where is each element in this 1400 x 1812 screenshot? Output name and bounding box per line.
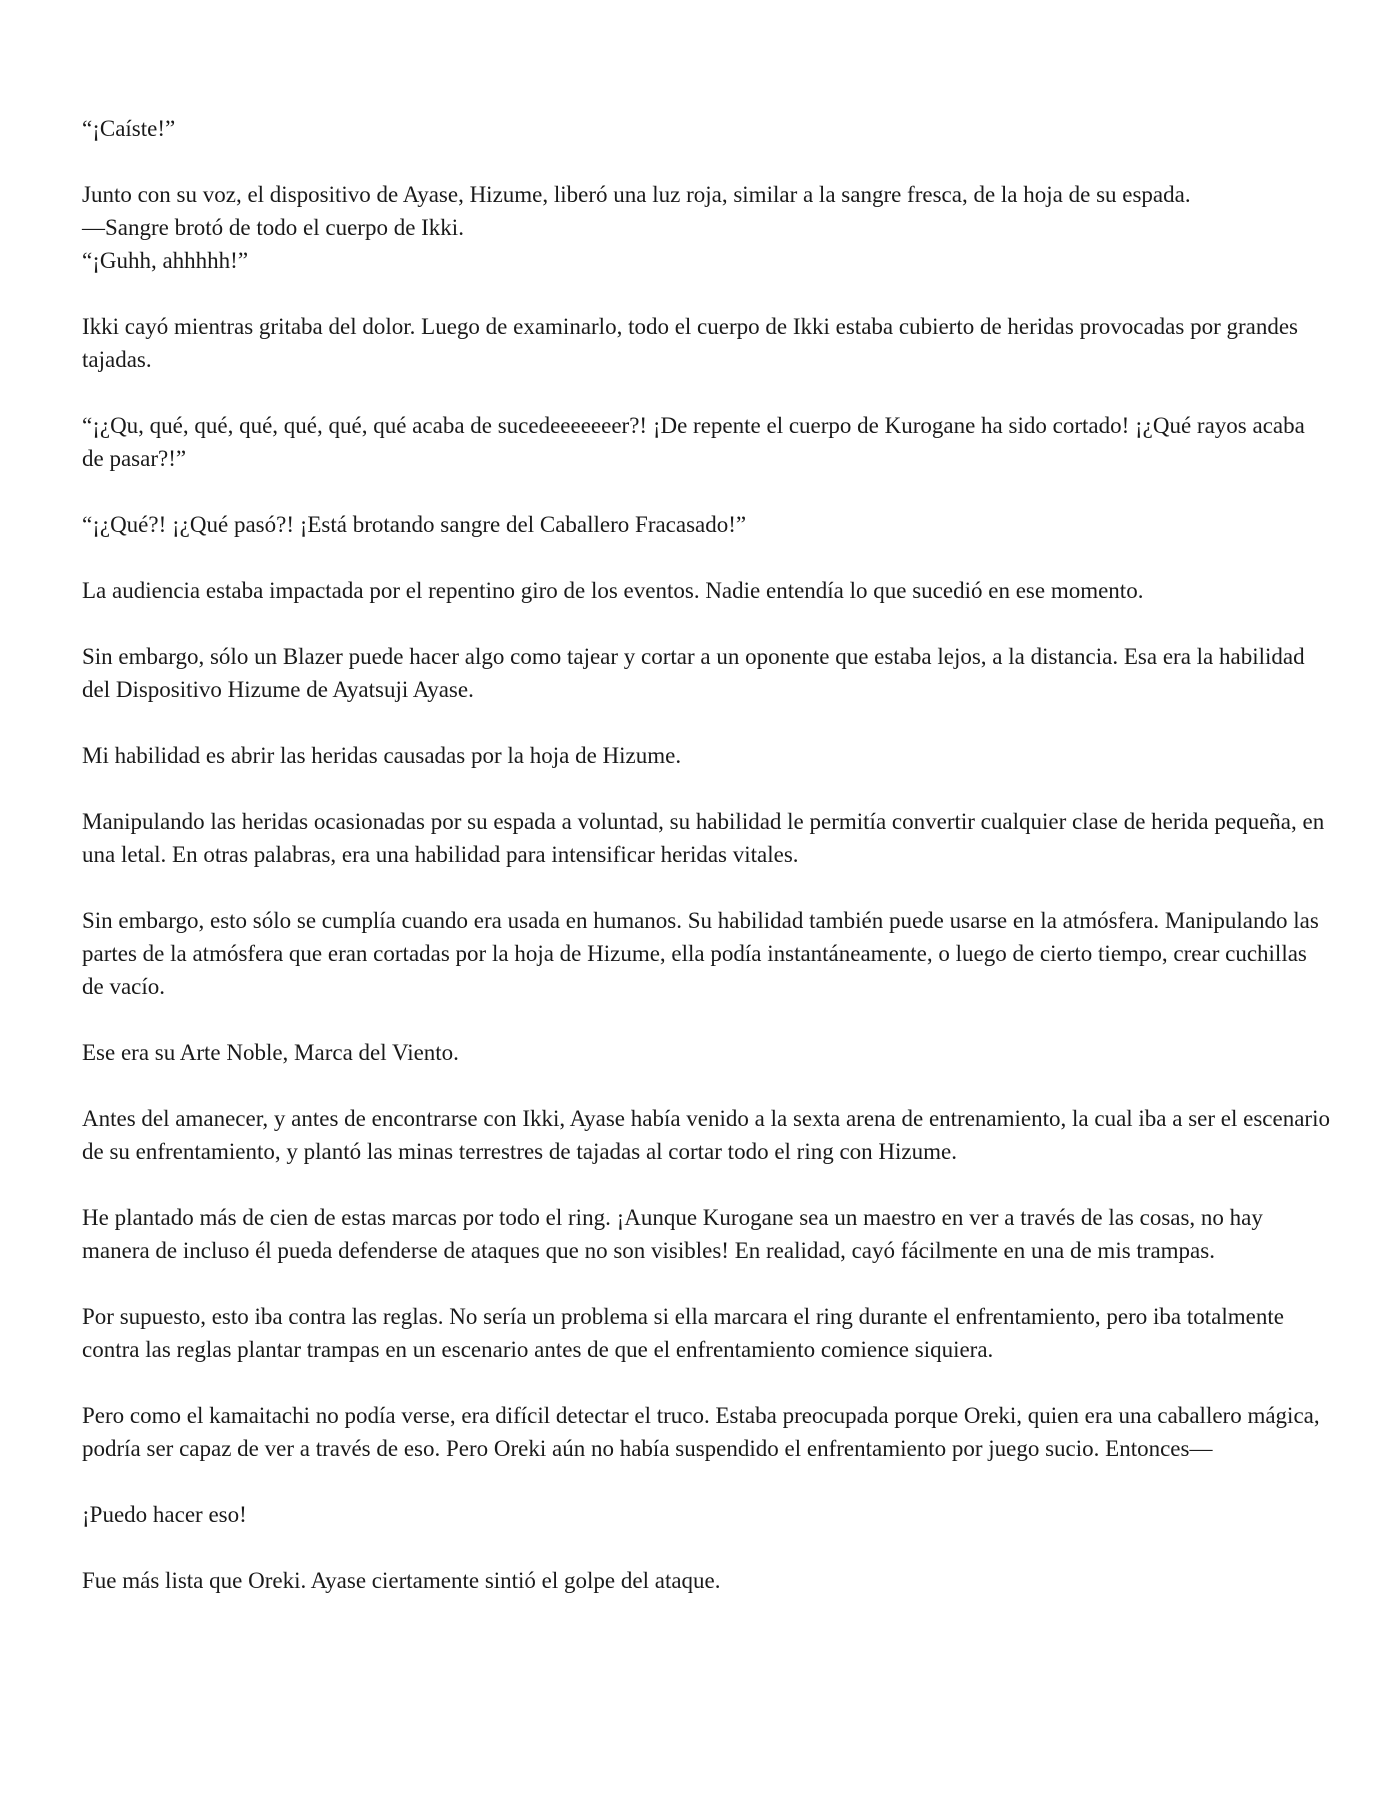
paragraph: Sin embargo, esto sólo se cumplía cuando era usada en humanos. Su habilidad también puede usarse en la atmósfera. Manipulando las partes de la atmósfera que eran cortadas por la hoja de Hizume, ella podía instantáneamente, o luego de cierto tiempo, crear cuchillas de vacío.: [82, 908, 1319, 999]
paragraph: Por supuesto, esto iba contra las reglas. No sería un problema si ella marcara el ring durante el enfrentamiento, pero iba totalmente contra las reglas plantar trampas en un escenario antes de que el enfrentamiento comience siquiera.: [82, 1304, 1284, 1362]
paragraph: Sin embargo, sólo un Blazer puede hacer algo como tajear y cortar a un oponente que estaba lejos, a la distancia. Esa era la habilidad del Dispositivo Hizume de Ayatsuji Ayase.: [82, 644, 1305, 702]
paragraph: ¡Puedo hacer eso!: [82, 1502, 247, 1527]
paragraph: “¡¿Qué?! ¡¿Qué pasó?! ¡Está brotando sangre del Caballero Fracasado!”: [82, 512, 747, 537]
paragraph: Mi habilidad es abrir las heridas causadas por la hoja de Hizume.: [82, 743, 682, 768]
document-page: [82, 112, 1332, 1630]
paragraph: Antes del amanecer, y antes de encontrarse con Ikki, Ayase había venido a la sexta arena de entrenamiento, la cual iba a ser el escenario de su enfrentamiento, y plantó las minas terrestres de tajadas al cortar todo el ring con Hizume.: [82, 1106, 1330, 1164]
paragraph: La audiencia estaba impactada por el repentino giro de los eventos. Nadie entendía lo que sucedió en ese momento.: [82, 578, 1144, 603]
paragraph: “¡Caíste!”: [82, 116, 176, 141]
paragraph: Manipulando las heridas ocasionadas por su espada a voluntad, su habilidad le permitía convertir cualquier clase de herida pequeña, en una letal. En otras palabras, era una habilidad para intensificar heridas vitales.: [82, 809, 1325, 867]
paragraph: He plantado más de cien de estas marcas por todo el ring. ¡Aunque Kurogane sea un maestro en ver a través de las cosas, no hay manera de incluso él pueda defenderse de ataques que no son visibles! En realidad, cayó fácilmente en una de mis trampas.: [82, 1205, 1263, 1263]
paragraph: Junto con su voz, el dispositivo de Ayase, Hizume, liberó una luz roja, similar a la sangre fresca, de la hoja de su espada.: [82, 182, 1191, 207]
paragraph: Pero como el kamaitachi no podía verse, era difícil detectar el truco. Estaba preocupada porque Oreki, quien era una caballero mágica, podría ser capaz de ver a través de eso. Pero Oreki aún no había suspendido el enfrentamiento por juego sucio. Entonces—: [82, 1403, 1320, 1461]
paragraph: Ese era su Arte Noble, Marca del Viento.: [82, 1040, 459, 1065]
paragraph: —Sangre brotó de todo el cuerpo de Ikki.: [82, 215, 464, 240]
paragraph: “¡Guhh, ahhhhh!”: [82, 248, 249, 273]
paragraph: “¡¿Qu, qué, qué, qué, qué, qué, qué acaba de sucedeeeeeeer?! ¡De repente el cuerpo de Kurogane ha sido cortado! ¡¿Qué rayos acaba de pasar?!”: [82, 413, 1305, 471]
paragraph: Ikki cayó mientras gritaba del dolor. Luego de examinarlo, todo el cuerpo de Ikki estaba cubierto de heridas provocadas por grandes tajadas.: [82, 314, 1299, 372]
paragraph: Fue más lista que Oreki. Ayase ciertamente sintió el golpe del ataque.: [82, 1568, 721, 1593]
